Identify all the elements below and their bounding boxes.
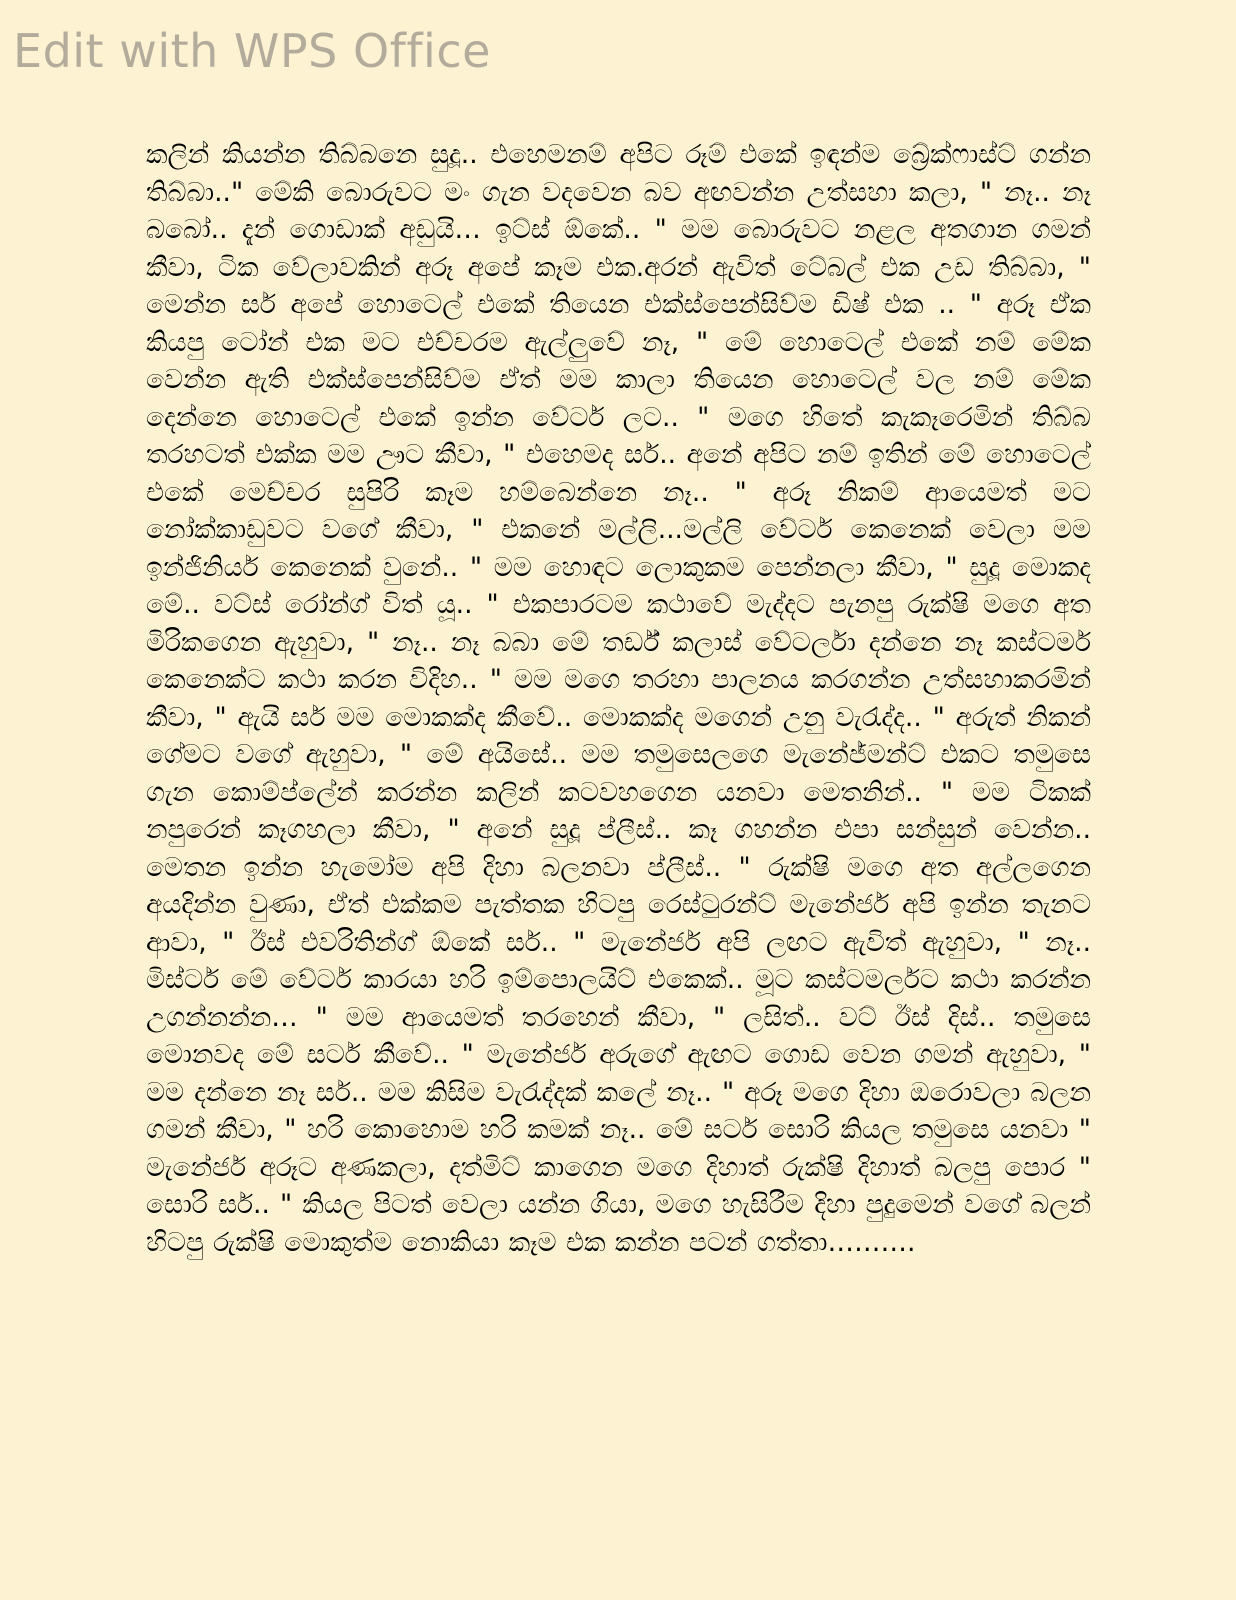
watermark-label: Edit with WPS Office	[13, 24, 491, 78]
body-paragraph: කලින් කියන්න තිබ්බනෙ සුදූ.. එහෙමනම් අපිට රූම් එකේ ඉඳන්ම බ්‍රේක්ෆාස්ට් ගන්න තිබ්බා.." මේකි බොරුවට මං ගැන වදවෙන බව අඟවන්න උත්සහා කලා, " නෑ.. නෑ බබෝ.. දැන් ගොඩාක් අඩුයි… ඉට්ස් ඕකේ.. " මම බොරුවට නළල අතගාන ගමන් කීවා, ටික වේලාවකින් අරූ අපේ කෑම එක.අරන් ඇවිත් ටේබල් එක උඩ තිබ්බා, " මෙන්න සර් අපේ හොටෙල් එකේ තියෙන එක්ස්පෙන්සිව්ම ඩිෂ් එක .. " අරූ ඒක කියපු ටෝන් එක මට එච්චරම ඇල්ලුවේ නෑ, " මේ හොටෙල් එකේ නම් මේක වෙන්න ඇති එක්ස්පෙන්සිව්ම ඒත් මම කාලා තියෙන හොටෙල් වල නම් මේක දෙන්නෙ හොටෙල් එකේ ඉන්න වේටර් ලට.. " මගෙ හිතේ කැකෑරෙමින් තිබ්බ තරහටත් එක්ක මම ඌට කීවා, " එහෙමද සර්.. අනේ අපිට නම් ඉතින් මේ හොටෙල් එකේ මෙච්චර සුපිරි කෑම හම්බෙන්නෙ නෑ.. " අරූ නිකම් ආයෙමත් මට නෝක්කාඩුවට වගේ කීවා, " එකනේ මල්ලි...මල්ලි වේටර් කෙනෙක් වෙලා මම ඉන්ජිනියර් කෙනෙක් වුනේ.. " මම හොඳට ලොකුකම පෙන්නලා කීවා, " සුදූ මොකද මේ.. වට්ස් රෝන්ග් විත් යූ.. " එකපාරටම කථාවේ මැද්දට පැනපු රුක්ෂි මගෙ අත මිරිකගෙන ඇහුවා, " නෑ.. නෑ බබා මේ තර්ඩ් කලාස් වේටර්ලා දන්නෙ නෑ කස්ටමර් කෙනෙක්ට කථා කරන විදිහ.. " මම මගෙ තරහා පාලනය කරගන්න උත්සහාකරමින් කීවා, " ඇයි සර් මම මොකක්ද කීවේ.. මොකක්ද මගෙන් උනු වැරැද්ද.. " අරුත් නිකන් ගේමට වගේ ඇහුවා, " මේ අයිසේ.. මම තමුසෙලගෙ මැනේජ්මන්ට් එකට තමුසෙ ගැන කොම්ප්ලේන් කරන්න කලින් කටවහගෙන යනවා මෙතනින්.. " මම ටිකක් නපුරෙන් කෑගහලා කීවා, " අනේ සුදූ ප්ලීස්.. කෑ ගහන්න එපා සන්සුන් වෙන්න.. මෙතන ඉන්න හැමෝම අපි දිහා බලනවා ප්ලීස්.. " රුක්ෂි මගෙ අත අල්ලගෙන අයදින්න වුණා, ඒත් එක්කම පැත්තක හිටපු රෙස්ටුරන්ට් මැනේජර් අපි ඉන්න තැනට ආවා, " ඊස් එවරිතින්ග් ඕකේ සර්.. " මැනේජර් අපි ලඟට ඇවිත් ඇහුවා, " නෑ.. මිස්ටර් මේ වේටර් කාරයා හරි ඉම්පොලයිට් එකෙක්.. මූට කස්ටමර්ලට කථා කරන්න උගන්නන්න… " මම ආයෙමත් තරහෙන් කීවා, " ලසිත්.. වට් ඊස් දිස්.. තමුසෙ මොනවද මේ සර්ට කීවේ.. " මැනේජර් අරුගේ ඇඟට ගොඩ වෙන ගමන් ඇහුවා, " මම දන්නෙ නෑ සර්.. මම කිසිම වැරැද්දක් කලේ නෑ.. " අරූ මගෙ දිහා ඔරොවලා බලන ගමන් කීවා, " හරි කොහොම හරි කමක් නෑ.. මේ සර්ට සොරි කියල තමුසෙ යනවා " මැනේජර් අරූට අණකලා, දත්මිට් කාගෙන මගෙ දිහාත් රුක්ෂි දිහාත් බලපු පොර " සොරි සර්.. " කියල පිටත් වෙලා යන්න ගියා, මගෙ හැසිරීම දිහා පුදුමෙන් වගේ බලන් හිටපු රුක්ෂි මොකුත්ම නොකියා කෑම එක කන්න පටන් ගත්තා……….	[146, 139, 1091, 1258]
